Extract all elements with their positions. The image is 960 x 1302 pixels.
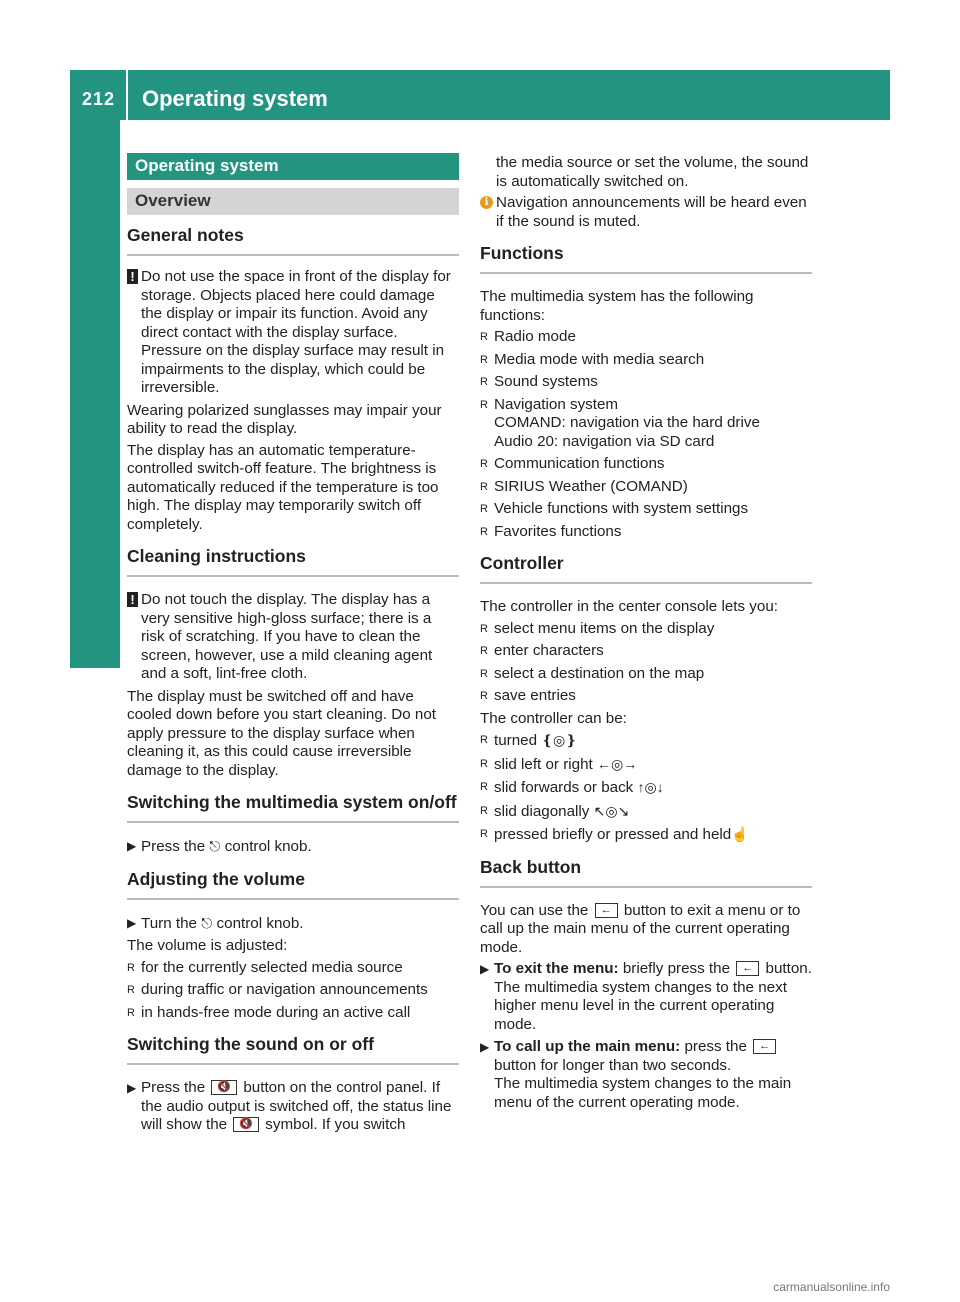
bullet-icon: R [480, 503, 488, 515]
warning-note [127, 591, 459, 684]
back-icon: ← [595, 903, 618, 918]
bullet-icon: R [480, 645, 488, 657]
list-item [480, 687, 812, 706]
list-item [480, 478, 812, 497]
list-item-text: slid forwards or back [494, 779, 634, 796]
instruction-step [480, 960, 812, 1034]
list-item-text: Communication functions [494, 455, 665, 472]
page-header [70, 70, 890, 120]
paragraph-text: You can use the [480, 901, 589, 919]
paragraph-text: button to exit a menu or to call up the main menu of the current operating mode. [480, 901, 801, 956]
list-item [480, 396, 812, 452]
header-divider [126, 70, 128, 120]
overview-title: Overview [127, 188, 459, 215]
step-result: The multimedia system changes to the main menu of the current operating mode. [494, 1075, 792, 1111]
paragraph [480, 902, 812, 958]
list-item [480, 778, 812, 798]
list-item-text: Vehicle functions with system settings [494, 500, 749, 517]
back-icon: ← [736, 961, 759, 976]
list-item [480, 731, 812, 751]
bullet-icon: R [480, 458, 488, 470]
list-item-text: enter characters [494, 642, 604, 659]
step-label: To call up the main menu: [494, 1038, 681, 1055]
step-arrow-icon: ▶ [480, 1040, 490, 1054]
controller-slide-lr-icon: ←◎→ [597, 755, 638, 772]
list-item-text: SIRIUS Weather (COMAND) [494, 477, 688, 495]
bullet-icon: R [480, 398, 488, 411]
switching-heading: Switching the multimedia system on/off [127, 792, 459, 823]
cleaning-heading: Cleaning instructions [127, 546, 459, 577]
step-arrow-icon: ▶ [127, 915, 137, 930]
list-item [127, 981, 459, 1000]
bullet-icon: R [480, 525, 488, 538]
mute-icon: 🔇 [233, 1117, 259, 1132]
list-item-text: Sound systems [494, 373, 598, 390]
footer-watermark: carmanualsonline.info [773, 1280, 890, 1294]
controller-diagonal-icon: ↖◎↘ [593, 802, 630, 819]
list-item-text: turned [494, 732, 538, 749]
step-text: Press the [141, 1079, 206, 1096]
warning-icon: ! [127, 269, 138, 284]
paragraph: The multimedia system has the following functions: [480, 288, 754, 324]
power-knob-icon: ⎋ [201, 914, 213, 931]
paragraph: Wearing polarized sunglasses may impair your ability to read the display. [127, 401, 442, 437]
list-item-text: in hands-free mode during an active call [141, 1003, 411, 1021]
list-item-text: slid left or right [494, 755, 593, 773]
bullet-icon: R [127, 984, 135, 996]
chapter-label [84, 420, 110, 660]
step-text: button for longer than two seconds. [494, 1056, 732, 1074]
power-knob-icon: ⎋ [209, 838, 221, 854]
section-title: Operating system [127, 153, 459, 180]
step-text: symbol. If you switch [265, 1116, 406, 1133]
chapter-label-text: Multimedia system [84, 463, 109, 660]
bullet-icon: R [480, 622, 488, 635]
controller-heading: Controller [480, 553, 812, 584]
instruction-step [480, 1038, 812, 1112]
list-item-text: during traffic or navigation announcements [141, 981, 428, 998]
controller-turn-icon: ❴◎❵ [541, 732, 577, 748]
bullet-icon: R [480, 828, 488, 840]
bullet-icon: R [127, 1006, 135, 1019]
paragraph: The display must be switched off and have cooled down before you start cleaning. Do not apply pressure to the display surface when cleaning it, as this could cause irreversible damage to the display. [127, 687, 437, 779]
paragraph: The display has an automatic temperature-controlled switch-off feature. The brightness is automatically reduced if the temperature is too high. The display may temporarily switch off completely. [127, 441, 439, 533]
list-item [480, 455, 812, 474]
general-notes-heading: General notes [127, 225, 244, 245]
step-text: control knob. [216, 914, 304, 932]
instruction-step [127, 914, 459, 934]
list-item-text: slid diagonally [494, 802, 590, 820]
bullet-icon: R [480, 734, 488, 746]
paragraph: the media source or set the volume, the sound is automatically switched on. [496, 154, 809, 190]
list-item-text: for the currently selected media source [141, 958, 403, 976]
warning-icon: ! [127, 592, 138, 607]
list-item [480, 373, 812, 392]
back-heading: Back button [480, 857, 812, 888]
paragraph: The volume is adjusted: [127, 937, 288, 954]
list-item-text: Media mode with media search [494, 350, 705, 368]
page-number: 212 [82, 89, 116, 109]
list-item [480, 328, 812, 347]
paragraph: The controller in the center console lets you: [480, 598, 779, 615]
functions-heading: Functions [480, 243, 812, 274]
list-item-subtext: COMAND: navigation via the hard drive [494, 414, 760, 431]
right-column [480, 154, 812, 1116]
list-item-text: save entries [494, 687, 576, 704]
step-arrow-icon: ▶ [480, 962, 490, 976]
paragraph: The controller can be: [480, 709, 627, 727]
list-item-text: Radio mode [494, 328, 576, 345]
list-item-text: pressed briefly or pressed and held [494, 826, 732, 843]
instruction-step [127, 1079, 459, 1135]
list-item [480, 620, 812, 639]
divider [127, 254, 459, 256]
step-text: button. [765, 960, 812, 977]
list-item-text: Favorites functions [494, 522, 622, 540]
header-title: Operating system [142, 86, 328, 111]
step-arrow-icon: ▶ [127, 839, 137, 853]
mute-icon: 🔇 [211, 1080, 237, 1095]
bullet-icon: R [480, 781, 488, 793]
step-text: button on the control panel. If the audio output is switched off, the status line will show the [141, 1079, 452, 1133]
volume-heading: Adjusting the volume [127, 869, 459, 900]
step-text: press the [684, 1038, 747, 1055]
list-item [480, 755, 812, 775]
list-item [127, 1004, 459, 1023]
bullet-icon: R [480, 757, 488, 770]
list-item [480, 500, 812, 519]
controller-press-icon: ☝ [731, 826, 749, 842]
step-text: briefly press the [622, 960, 731, 977]
step-label: To exit the menu: [494, 960, 619, 977]
list-item [480, 351, 812, 370]
bullet-icon: R [480, 353, 488, 366]
left-column [127, 153, 459, 1139]
list-item [480, 665, 812, 684]
list-item [480, 802, 812, 822]
step-arrow-icon: ▶ [127, 1081, 137, 1095]
list-item-text: Navigation system [494, 395, 619, 413]
info-note [480, 194, 812, 231]
list-item [480, 523, 812, 542]
list-item [127, 959, 459, 978]
instruction-step [127, 837, 459, 857]
back-icon: ← [753, 1039, 776, 1054]
controller-slide-fb-icon: ↑◎↓ [637, 779, 664, 795]
list-item-text: select menu items on the display [494, 619, 715, 637]
list-item [480, 825, 812, 845]
step-text: Press the [141, 838, 206, 855]
list-item-subtext: Audio 20: navigation via SD card [494, 432, 715, 450]
info-icon: i [480, 196, 493, 209]
step-result: The multimedia system changes to the next higher menu level in the current operating mode. [494, 978, 787, 1033]
list-item-text: select a destination on the map [494, 664, 705, 682]
bullet-icon: R [480, 804, 488, 817]
warning-text: Do not touch the display. The display has a very sensitive high-gloss surface; there is a risk of scratching. If you have to clean the screen, however, use a mild cleaning agent and a soft, lint-free cloth. [141, 591, 433, 682]
warning-note [127, 268, 459, 398]
bullet-icon: R [480, 480, 488, 493]
bullet-icon: R [480, 331, 488, 343]
bullet-icon: R [480, 667, 488, 680]
list-item [480, 642, 812, 661]
step-text: control knob. [224, 838, 312, 855]
info-text: Navigation announcements will be heard even if the sound is muted. [496, 194, 807, 230]
bullet-icon: R [480, 690, 488, 702]
step-text: Turn the [141, 914, 197, 932]
bullet-icon: R [127, 961, 135, 974]
bullet-icon: R [480, 376, 488, 388]
warning-text: Do not use the space in front of the display for storage. Objects placed here could damage the display or impair its function. Avoid any direct contact with the display surface. Pressure on the display surface may result in impairments to the display, which could be irreversible. [141, 268, 451, 396]
sound-heading: Switching the sound on or off [127, 1034, 459, 1065]
